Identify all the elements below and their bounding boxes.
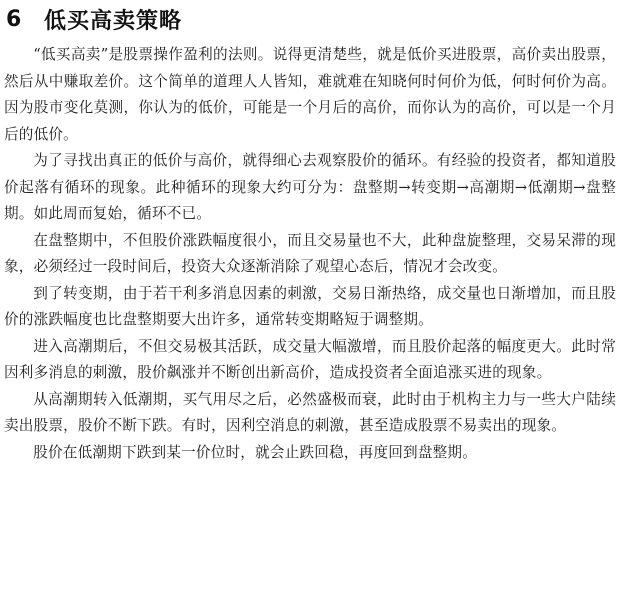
paragraph-return: 股价在低潮期下跌到某一价位时，就会止跌回稳，再度回到盘整期。 [33, 443, 478, 461]
section-number: 6 [6, 6, 22, 32]
paragraph-consolidation: 在盘整期中，不但股价涨跌幅度很小，而且交易量也不大，此种盘旋整理，交易呆滞的现象，必须经过一段时间后，投资大众逐渐消除了观望心态后，情况才会改变。 [4, 231, 616, 275]
section-title: 低买高卖策略 [44, 8, 183, 34]
paragraph-transition: 到了转变期，由于若干利多消息因素的刺激，交易日渐热络，成交量也日渐增加，而且股价的涨跌幅度也比盘整期要大出许多，通常转变期略短于调整期。 [4, 284, 616, 328]
section-heading [6, 2, 182, 36]
paragraph-climax: 进入高潮期后，不但交易极其活跃，成交量大幅激增，而且股价起落的幅度更大。此时常因利多消息的刺激，股价飙涨并不断创出新高价，造成投资者全面追涨买进的现象。 [4, 337, 616, 381]
section-body [4, 42, 616, 466]
paragraph-intro: “低买高卖”是股票操作盈利的法则。说得更清楚些，就是低价买进股票，高价卖出股票，然后从中赚取差价。这个简单的道理人人皆知，难就难在知晓何时何价为低，何时何价为高。因为股市变化莫测，你认为的低价，可能是一个月后的高价，而你认为的高价，可以是一个月后的低价。 [4, 46, 616, 143]
paragraph-cycle: 为了寻找出真正的低价与高价，就得细心去观察股价的循环。有经验的投资者，都知道股价起落有循环的现象。此种循环的现象大约可分为：盘整期→转变期→高潮期→低潮期→盘整期。如此周而复始，循环不已。 [4, 152, 616, 222]
paragraph-low-tide: 从高潮期转入低潮期，买气用尽之后，必然盛极而衰，此时由于机构主力与一些大户陆续卖出股票，股价不断下跌。有时，因利空消息的刺激，甚至造成股票不易卖出的现象。 [4, 390, 616, 434]
